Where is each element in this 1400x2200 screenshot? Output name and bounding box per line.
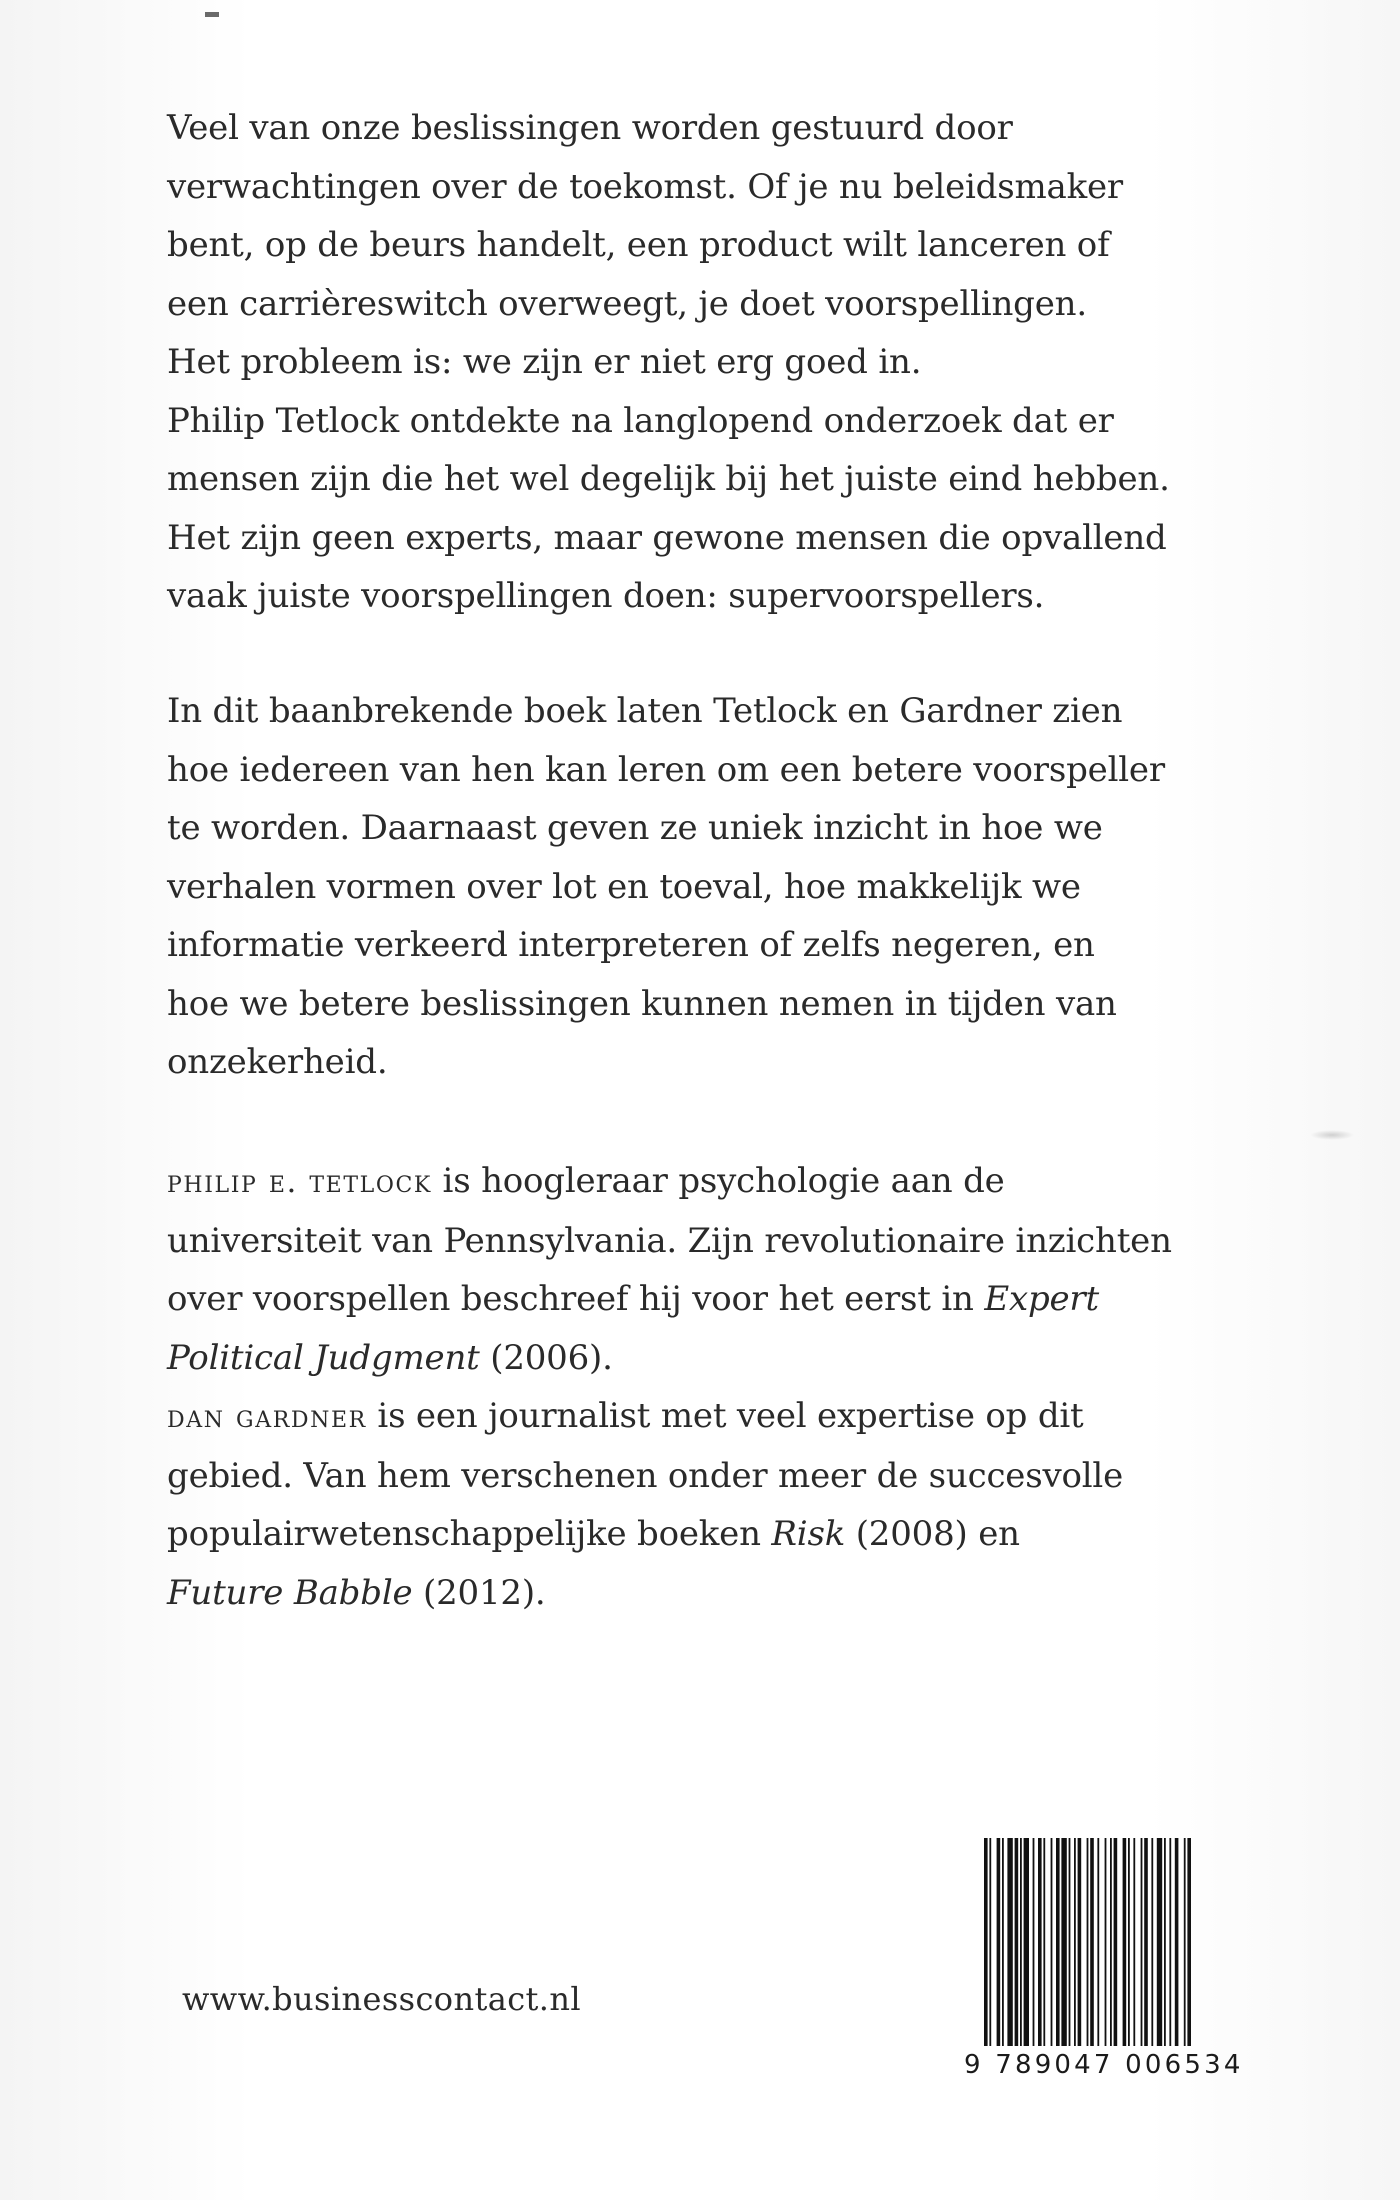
bio-gardner-line: gebied. Van hem verschenen onder meer de succesvolle (167, 1455, 1124, 1496)
text-line: Veel van onze beslissingen worden gestuurd door (167, 108, 1013, 148)
text-line: mensen zijn die het wel degelijk bij het juiste eind hebben. (167, 459, 1170, 499)
bio-gardner-line: dan gardner is een journalist met veel expertise op dit (167, 1396, 1084, 1436)
text-line: Philip Tetlock ontdekte na langlopend onderzoek dat er (167, 400, 1114, 441)
barcode-bar (1043, 1838, 1045, 2046)
book-title: Future Babble (167, 1572, 413, 1613)
bio-gardner-line: populairwetenschappelijke boeken Risk (2008) en (167, 1514, 1020, 1554)
text-line: verwachtingen over de toekomst. Of je nu beleidsmaker (167, 166, 1123, 207)
bio-tetlock-line: over voorspellen beschreef hij voor het eerst in Expert (167, 1279, 1099, 1319)
barcode-bar (1133, 1838, 1135, 2046)
text-line: verhalen vormen over lot en toeval, hoe makkelijk we (167, 866, 1081, 907)
barcode-bar (1123, 1838, 1127, 2046)
print-mark (205, 12, 219, 17)
cover-smudge (1310, 1130, 1354, 1140)
text-line: Het probleem is: we zijn er niet erg goed in. (167, 342, 922, 382)
text-line: bent, op de beurs handelt, een product wilt lanceren of (167, 225, 1110, 265)
barcode-bar (1074, 1838, 1076, 2046)
bio-tetlock-line: Political Judgment (2006). (167, 1337, 613, 1378)
barcode-bar (1002, 1838, 1004, 2046)
barcode-bar (1105, 1838, 1107, 2046)
barcode-bar (1128, 1838, 1130, 2046)
barcode-bar (1051, 1838, 1053, 2046)
barcode-bar (1087, 1838, 1089, 2046)
author-name-gardner: dan gardner (167, 1399, 367, 1435)
text-line: onzekerheid. (167, 1042, 388, 1082)
barcode-bar (1114, 1838, 1118, 2046)
barcode-bar (1015, 1838, 1019, 2046)
barcode-bar (1038, 1838, 1042, 2046)
barcode-bar (1078, 1838, 1082, 2046)
bio-gardner-line: Future Babble (2012). (167, 1572, 546, 1613)
barcode-bar (1175, 1838, 1179, 2046)
second-paragraph (167, 682, 1247, 1092)
barcode-bar (1144, 1838, 1148, 2046)
barcode-bar (1061, 1838, 1066, 2046)
bio-tetlock-line: universiteit van Pennsylvania. Zijn revolutionaire inzichten (167, 1220, 1172, 1261)
barcode-bar (1184, 1838, 1186, 2046)
author-bios (167, 1152, 1247, 1622)
text-line: Het zijn geen experts, maar gewone mensen die opvallend (167, 517, 1167, 558)
barcode-bar (1164, 1838, 1166, 2046)
barcode-bar (1024, 1838, 1029, 2046)
barcode-bar (1007, 1838, 1012, 2046)
barcode-bar (1020, 1838, 1022, 2046)
text-line: informatie verkeerd interpreteren of zelfs negeren, en (167, 925, 1095, 965)
text-line: te worden. Daarnaast geven ze uniek inzicht in hoe we (167, 808, 1103, 848)
barcode-bar (997, 1838, 1001, 2046)
barcode (982, 1838, 1240, 2046)
barcode-bar (1097, 1838, 1099, 2046)
book-title: Risk (771, 1514, 846, 1554)
intro-paragraph (167, 99, 1247, 626)
book-title: Political Judgment (167, 1337, 480, 1378)
text-line: hoe iedereen van hen kan leren om een betere voorspeller (167, 749, 1165, 790)
barcode-bar (989, 1838, 991, 2046)
barcode-bar (1141, 1838, 1143, 2046)
barcode-bar (1090, 1838, 1094, 2046)
publisher-website: www.businesscontact.nl (182, 1980, 582, 2018)
text-line: vaak juiste voorspellingen doen: supervoorspellers. (167, 576, 1045, 616)
barcode-bar (1033, 1838, 1035, 2046)
text-line: In dit baanbrekende boek laten Tetlock en Gardner zien (167, 691, 1123, 731)
isbn-number: 9 789047 006534 (964, 2050, 1244, 2080)
barcode-bar (1110, 1838, 1112, 2046)
barcode-bar (1056, 1838, 1060, 2046)
book-title: Expert (984, 1279, 1099, 1319)
barcode-bar (1169, 1838, 1171, 2046)
author-name-tetlock: philip e. tetlock (167, 1164, 432, 1200)
barcode-bar (1187, 1838, 1191, 2046)
bio-tetlock-line: philip e. tetlock is hoogleraar psychologie aan de (167, 1161, 1005, 1201)
barcode-bar (1069, 1838, 1071, 2046)
barcode-bar (1151, 1838, 1153, 2046)
text-line: een carrièreswitch overweegt, je doet voorspellingen. (167, 283, 1087, 324)
barcode-bar (1157, 1838, 1162, 2046)
barcode-bar (984, 1838, 988, 2046)
text-line: hoe we betere beslissingen kunnen nemen in tijden van (167, 983, 1117, 1024)
